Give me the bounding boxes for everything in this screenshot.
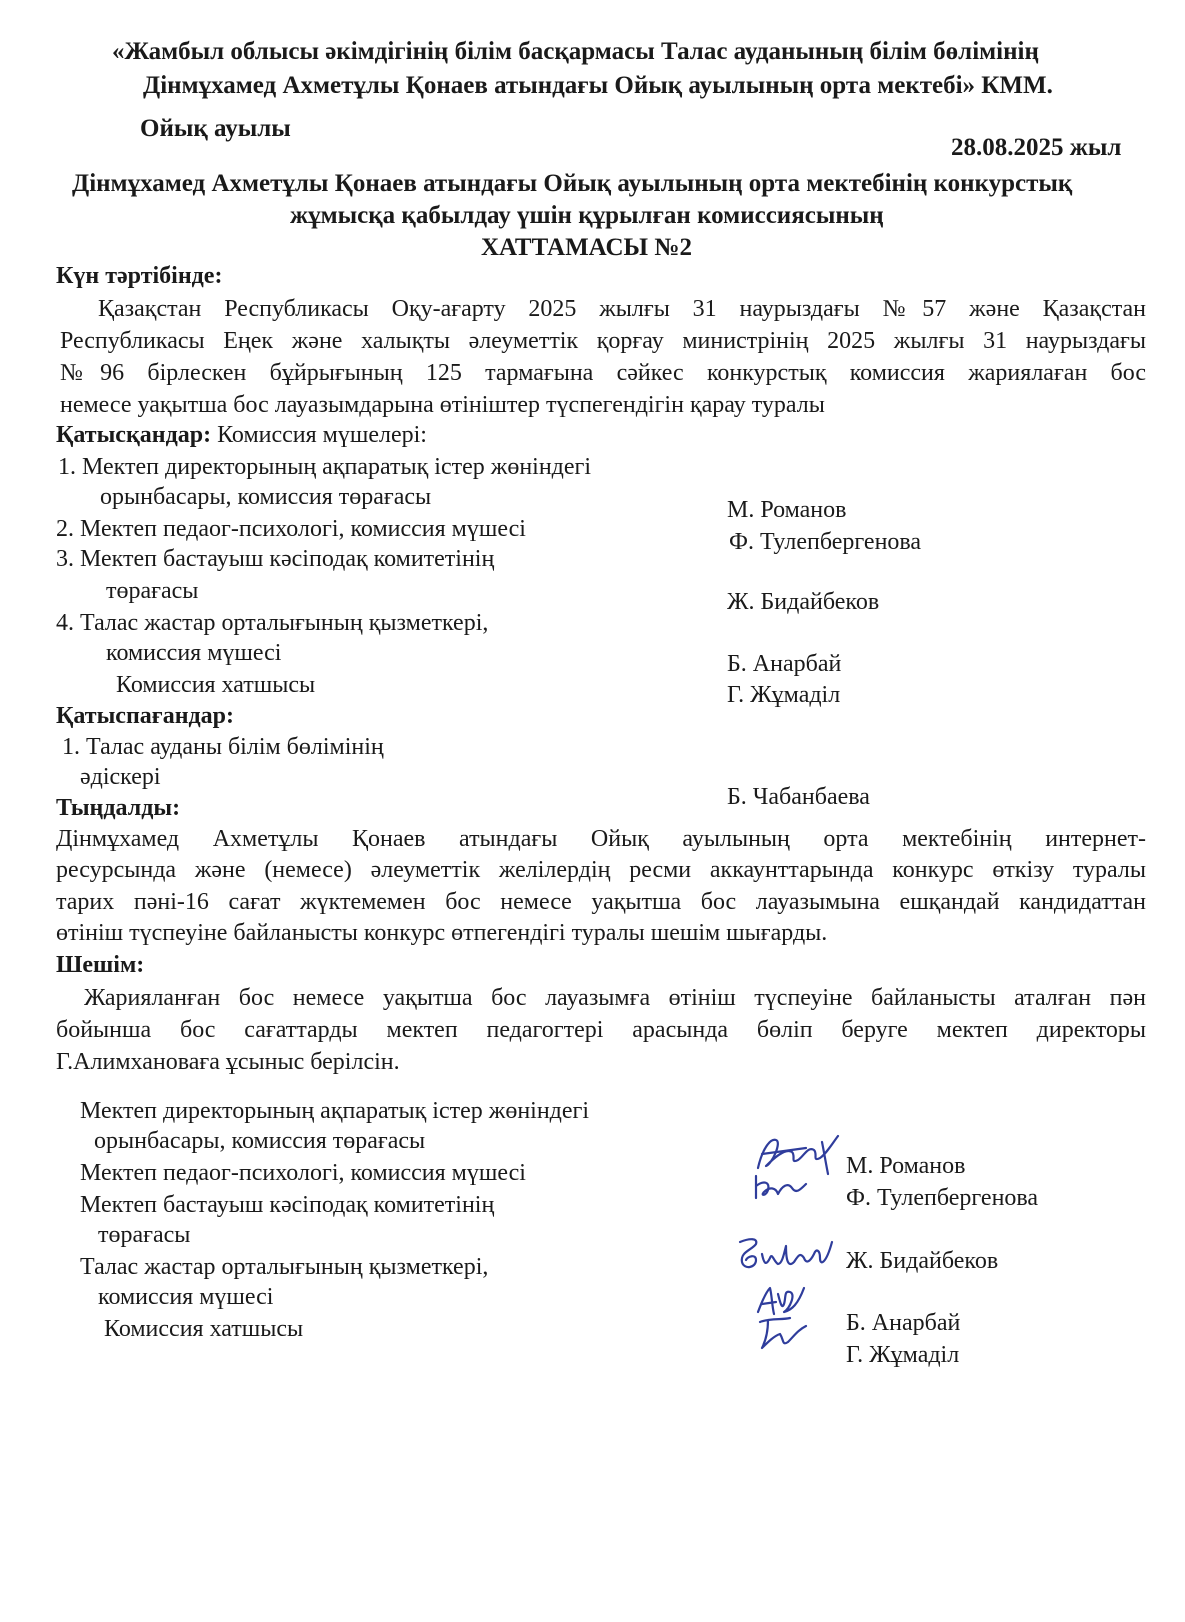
participant-4-name: Б. Анарбай — [727, 651, 842, 677]
signature-role-line-7: комиссия мүшесі — [98, 1284, 274, 1310]
participants-heading-row — [56, 422, 427, 449]
decision-line-3: Г.Алимхановаға ұсыныс берілсін. — [56, 1049, 400, 1075]
agenda-line-1: Қазақстан Республикасы Оқу-ағарту 2025 жылғы 31 наурыздағы №57 және Қазақстан — [98, 296, 1146, 322]
signature-role-line-4: Мектеп бастауыш кәсіподақ комитетінің — [80, 1192, 495, 1218]
absent-role-line-1: 1. Талас ауданы білім бөлімінің — [62, 734, 384, 760]
title-line-1: Дінмұхамед Ахметұлы Қонаев атындағы Ойық ауылының орта мектебінің конкурстық — [72, 170, 1073, 197]
heard-line-2: ресурсында және (немесе) әлеуметтік желілердің ресми аккаунттарында конкурс өткізу туралы — [56, 857, 1146, 883]
participant-5-role: Комиссия хатшысы — [116, 672, 316, 698]
participants-heading: Қатысқандар: — [56, 422, 212, 448]
signature-role-line-1: Мектеп директорының ақпаратық істер жөніндегі — [80, 1098, 590, 1124]
agenda-line-2: Республикасы Еңек және халықты әлеуметтік қорғау министрінің 2025 жылғы 31 наурыздағы — [60, 328, 1146, 354]
participant-3-role-line-2: төрағасы — [106, 578, 199, 604]
participant-1-role-line-1: 1. Мектеп директорының ақпаратық істер жөніндегі — [58, 454, 592, 480]
participant-2-role: 2. Мектеп педаог-психологі, комиссия мүшесі — [56, 516, 526, 542]
signature-name-2: Ф. Тулепбергенова — [846, 1185, 1039, 1211]
signature-tulepbergenova — [752, 1168, 812, 1204]
heard-line-4: өтініш түспеуіне байланысты конкурс өтпегендігі туралы шешім шығарды. — [56, 920, 828, 946]
agenda-heading: Күн тәртібінде: — [56, 263, 223, 289]
participant-4-role-line-2: комиссия мүшесі — [106, 640, 282, 666]
org-name-line-2: Дінмұхамед Ахметұлы Қонаев атындағы Ойық ауылының орта мектебі» КММ. — [143, 72, 1053, 99]
protocol-title: ХАТТАМАСЫ №2 — [481, 234, 692, 261]
absent-name: Б. Чабанбаева — [727, 784, 870, 810]
heard-line-3: тарих пәні-16 сағат жүктемемен бос немесе уақытша бос лауазымына ешқандай кандидаттан — [56, 889, 1146, 915]
heard-line-1: Дінмұхамед Ахметұлы Қонаев атындағы Ойық ауылының орта мектебінің интернет- — [56, 826, 1146, 852]
signature-anarbai-zhumadil — [754, 1282, 814, 1352]
decision-heading: Шешім: — [56, 952, 145, 978]
signature-name-1: М. Романов — [846, 1153, 966, 1179]
signature-role-line-2: орынбасары, комиссия төрағасы — [94, 1128, 426, 1154]
participants-subheading: Комиссия мүшелері: — [217, 422, 427, 448]
participant-4-role-line-1: 4. Талас жастар орталығының қызметкері, — [56, 610, 489, 636]
title-line-2: жұмысқа қабылдау үшін құрылған комиссиясының — [290, 202, 884, 229]
place-name: Ойық ауылы — [140, 115, 291, 142]
signature-name-5: Г. Жұмаділ — [846, 1342, 960, 1368]
participant-2-name: Ф. Тулепбергенова — [729, 529, 922, 555]
signature-role-line-8: Комиссия хатшысы — [104, 1316, 304, 1342]
signature-role-line-5: төрағасы — [98, 1222, 191, 1248]
participant-1-name: М. Романов — [727, 497, 847, 523]
signature-role-line-3: Мектеп педаог-психологі, комиссия мүшесі — [80, 1160, 526, 1186]
org-name-line-1: «Жамбыл облысы әкімдігінің білім басқармасы Талас ауданының білім бөлімінің — [112, 38, 1039, 65]
participant-1-role-line-2: орынбасары, комиссия төрағасы — [100, 484, 432, 510]
signature-role-line-6: Талас жастар орталығының қызметкері, — [80, 1254, 489, 1280]
agenda-line-4: немесе уақытша бос лауазымдарына өтініштер түспегендігін қарау туралы — [60, 392, 825, 418]
decision-line-1: Жарияланған бос немесе уақытша бос лауазымға өтініш түспеуіне байланысты аталған пән — [84, 985, 1146, 1011]
agenda-line-3: №96 бірлескен бұйрығының 125 тармағына сәйкес конкурстық комиссия жариялаған бос — [60, 360, 1146, 386]
participant-5-name: Г. Жұмаділ — [727, 682, 841, 708]
absent-role-line-2: әдіскері — [80, 764, 161, 790]
decision-line-2: бойынша бос сағаттарды мектеп педагогтері арасында бөліп беруге мектеп директоры — [56, 1017, 1146, 1043]
document-date: 28.08.2025 жыл — [951, 134, 1122, 161]
absent-heading: Қатыспағандар: — [56, 703, 234, 729]
heard-heading: Тыңдалды: — [56, 795, 181, 821]
signature-name-3: Ж. Бидайбеков — [846, 1248, 999, 1274]
participant-3-role-line-1: 3. Мектеп бастауыш кәсіподақ комитетінің — [56, 546, 495, 572]
participant-3-name: Ж. Бидайбеков — [727, 589, 880, 615]
signature-bidaibekov — [736, 1234, 836, 1278]
signature-name-4: Б. Анарбай — [846, 1310, 961, 1336]
